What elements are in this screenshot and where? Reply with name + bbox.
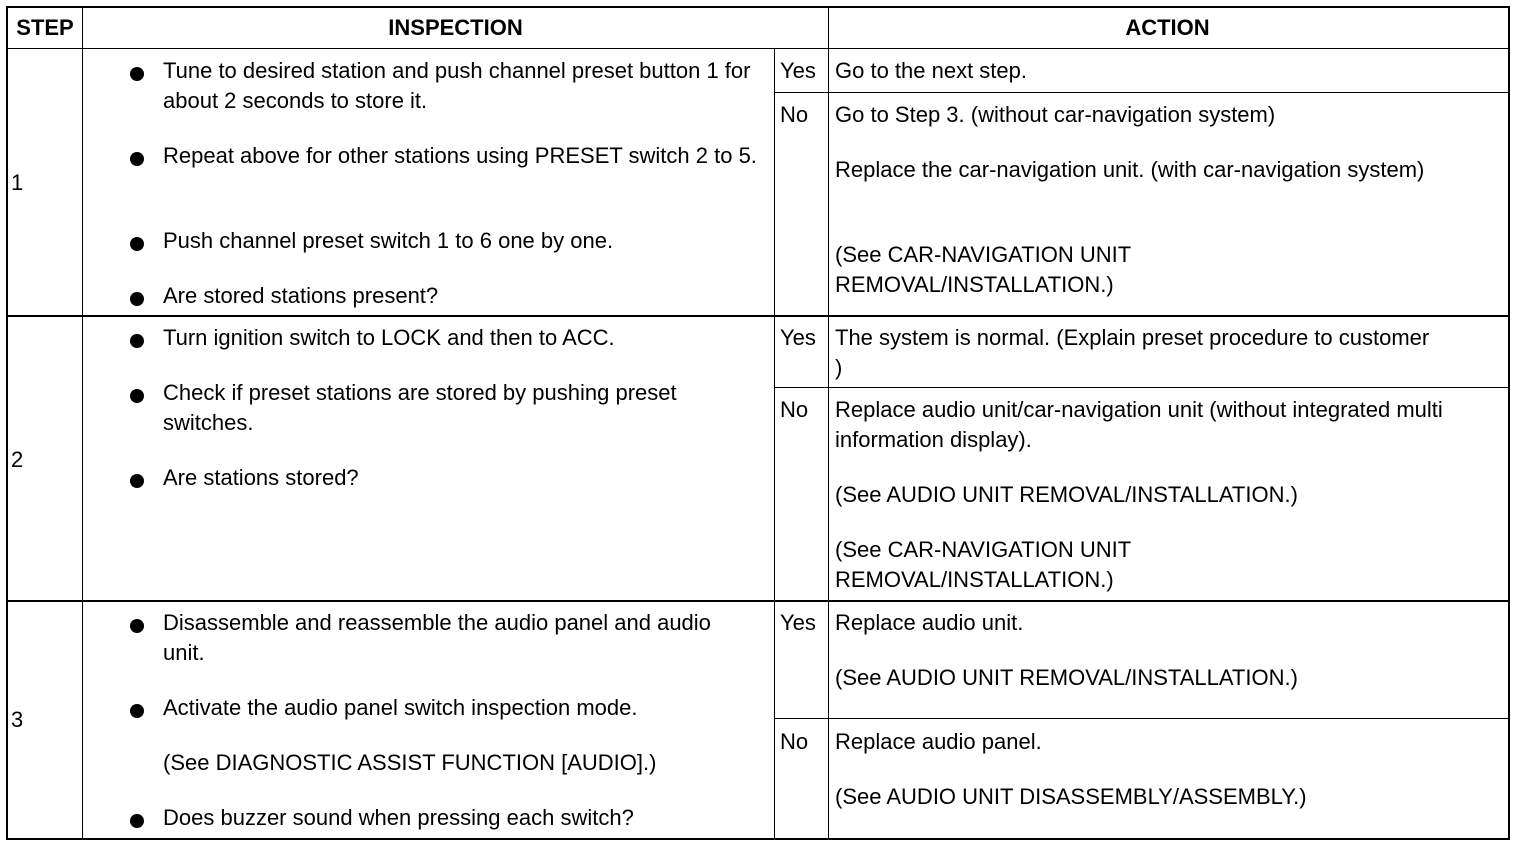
step-number: 3 (11, 707, 24, 732)
action-text: The system is normal. (Explain preset procedure to customer ) (835, 325, 1430, 380)
header-action: ACTION (1125, 15, 1210, 40)
divider (774, 92, 1508, 93)
action-text: Replace the car-navigation unit. (with car-navigation system) (835, 157, 1425, 182)
inspection-text: Activate the audio panel switch inspection mode. (163, 695, 638, 720)
bullet-icon (130, 389, 144, 403)
divider (82, 8, 83, 838)
no-label: No (780, 729, 809, 754)
bullet-icon (130, 67, 144, 81)
bullet-icon (130, 619, 144, 633)
action-text: Go to the next step. (835, 58, 1028, 83)
action-text: (See AUDIO UNIT REMOVAL/INSTALLATION.) (835, 482, 1298, 507)
bullet-icon (130, 474, 144, 488)
inspection-text: Disassemble and reassemble the audio panel and audio unit. (163, 610, 711, 665)
divider (8, 600, 1508, 602)
divider (774, 718, 1508, 719)
action-text: Replace audio unit/car-navigation unit (without integrated multi information display). (835, 397, 1443, 452)
divider (774, 48, 775, 838)
bullet-icon (130, 704, 144, 718)
inspection-text: Are stored stations present? (163, 283, 439, 308)
divider (8, 315, 1508, 317)
divider (774, 387, 1508, 388)
yes-label: Yes (780, 610, 816, 635)
divider (828, 8, 829, 838)
inspection-text: Tune to desired station and push channel preset button 1 for about 2 seconds to store it. (163, 58, 751, 113)
yes-label: Yes (780, 325, 816, 350)
inspection-text: Does buzzer sound when pressing each switch? (163, 805, 634, 830)
action-text: (See CAR-NAVIGATION UNIT REMOVAL/INSTALLATION.) (835, 242, 1131, 297)
action-text: Replace audio unit. (835, 610, 1024, 635)
step-number: 1 (11, 170, 24, 195)
action-text: (See AUDIO UNIT DISASSEMBLY/ASSEMBLY.) (835, 784, 1307, 809)
yes-label: Yes (780, 58, 816, 83)
action-text: (See CAR-NAVIGATION UNIT REMOVAL/INSTALLATION.) (835, 537, 1131, 592)
inspection-text: Repeat above for other stations using PRESET switch 2 to 5. (163, 143, 757, 168)
action-text: Go to Step 3. (without car-navigation system) (835, 102, 1276, 127)
inspection-text: Push channel preset switch 1 to 6 one by one. (163, 228, 614, 253)
bullet-icon (130, 152, 144, 166)
no-label: No (780, 102, 809, 127)
bullet-icon (130, 237, 144, 251)
bullet-icon (130, 814, 144, 828)
step-number: 2 (11, 447, 24, 472)
inspection-text: Are stations stored? (163, 465, 359, 490)
header-inspection: INSPECTION (388, 15, 523, 40)
inspection-text: Turn ignition switch to LOCK and then to ACC. (163, 325, 615, 350)
bullet-icon (130, 334, 144, 348)
action-text: Replace audio panel. (835, 729, 1042, 754)
header-step: STEP (16, 15, 74, 40)
bullet-icon (130, 292, 144, 306)
inspection-text: Check if preset stations are stored by pushing preset switches. (163, 380, 677, 435)
divider (8, 48, 1508, 49)
action-text: (See AUDIO UNIT REMOVAL/INSTALLATION.) (835, 665, 1298, 690)
inspection-text: (See DIAGNOSTIC ASSIST FUNCTION [AUDIO].) (163, 750, 657, 775)
no-label: No (780, 397, 809, 422)
